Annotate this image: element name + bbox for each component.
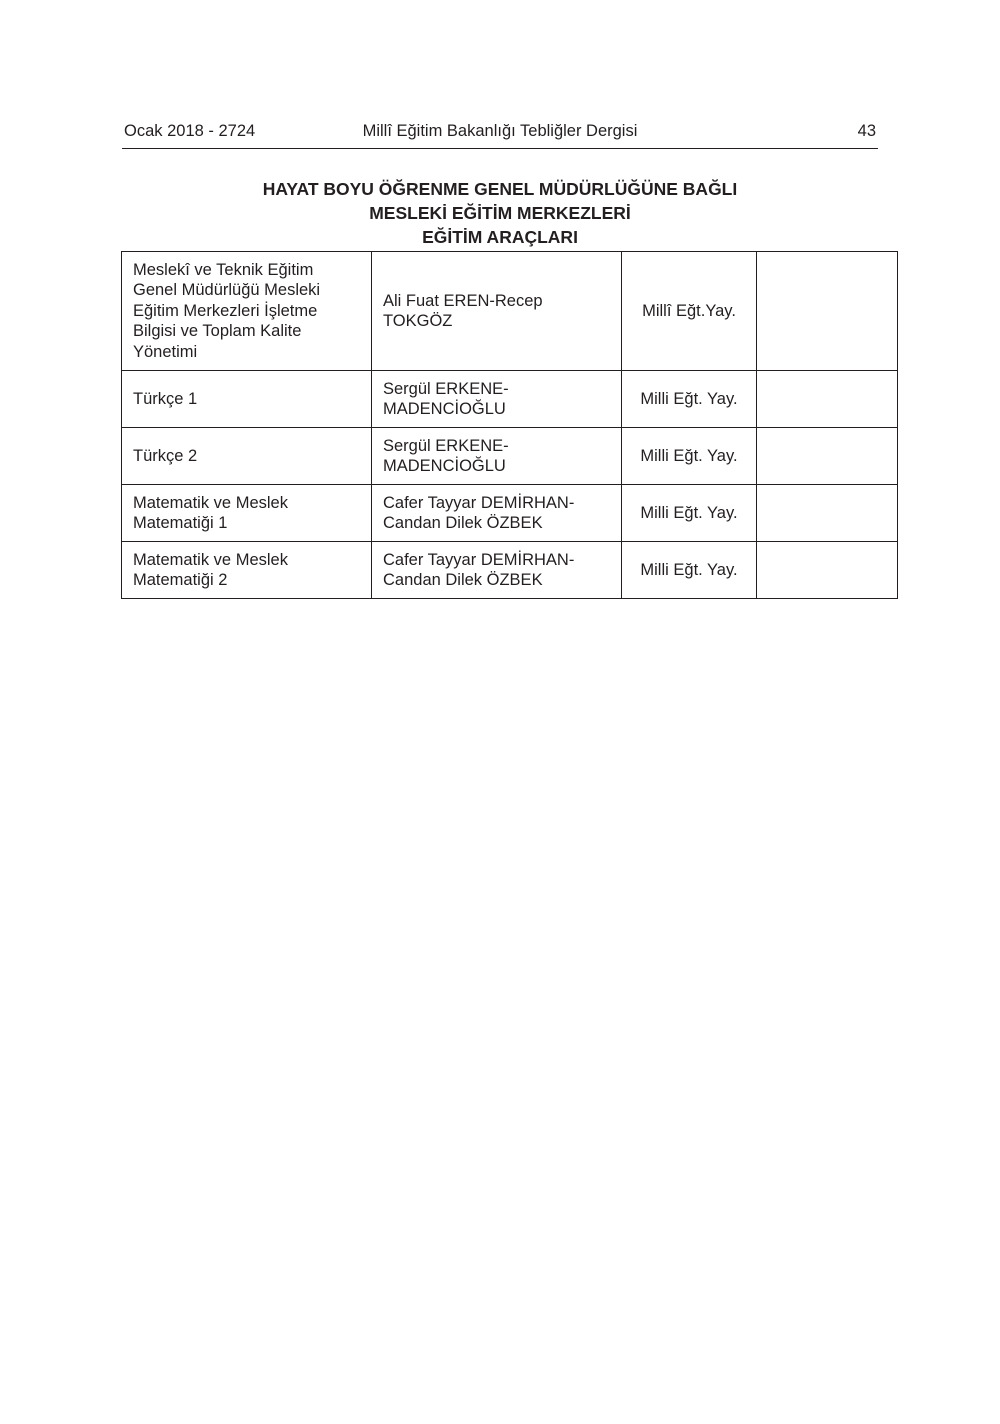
table-row — [122, 252, 898, 371]
empty-cell — [757, 428, 898, 485]
table-row — [122, 371, 898, 428]
empty-cell — [757, 542, 898, 599]
empty-cell — [757, 371, 898, 428]
authors-cell: Ali Fuat EREN-Recep TOKGÖZ — [372, 252, 622, 371]
authors-cell: Sergül ERKENE-MADENCİOĞLU — [372, 371, 622, 428]
publisher-cell: Milli Eğt. Yay. — [622, 485, 757, 542]
empty-cell — [757, 485, 898, 542]
authors-cell: Cafer Tayyar DEMİRHAN-Candan Dilek ÖZBEK — [372, 542, 622, 599]
heading-line-3: EĞİTİM ARAÇLARI — [422, 227, 578, 247]
authors-cell: Cafer Tayyar DEMİRHAN-Candan Dilek ÖZBEK — [372, 485, 622, 542]
education-tools-table — [121, 251, 898, 599]
page-header — [122, 120, 878, 149]
journal-title: Millî Eğitim Bakanlığı Tebliğler Dergisi — [362, 122, 638, 140]
book-title-cell: Meslekî ve Teknik Eğitim Genel Müdürlüğü Mesleki Eğitim Merkezleri İşletme Bilgisi ve Toplam Kalite Yönetimi — [122, 252, 372, 371]
table-row — [122, 428, 898, 485]
issue-label: Ocak 2018 - 2724 — [124, 122, 256, 140]
publisher-cell: Milli Eğt. Yay. — [622, 371, 757, 428]
book-title-cell: Matematik ve Meslek Matematiği 2 — [122, 542, 372, 599]
book-title-cell: Türkçe 1 — [122, 371, 372, 428]
authors-cell: Sergül ERKENE-MADENCİOĞLU — [372, 428, 622, 485]
empty-cell — [757, 252, 898, 371]
table-row — [122, 485, 898, 542]
heading-line-1: HAYAT BOYU ÖĞRENME GENEL MÜDÜRLÜĞÜNE BAĞLI — [262, 179, 738, 199]
publisher-cell: Millî Eğt.Yay. — [622, 252, 757, 371]
publisher-cell: Milli Eğt. Yay. — [622, 542, 757, 599]
page-number: 43 — [857, 122, 876, 140]
section-heading — [122, 177, 878, 249]
book-title-cell: Türkçe 2 — [122, 428, 372, 485]
publisher-cell: Milli Eğt. Yay. — [622, 428, 757, 485]
table-row — [122, 542, 898, 599]
heading-line-2: MESLEKİ EĞİTİM MERKEZLERİ — [369, 203, 631, 223]
book-title-cell: Matematik ve Meslek Matematiği 1 — [122, 485, 372, 542]
